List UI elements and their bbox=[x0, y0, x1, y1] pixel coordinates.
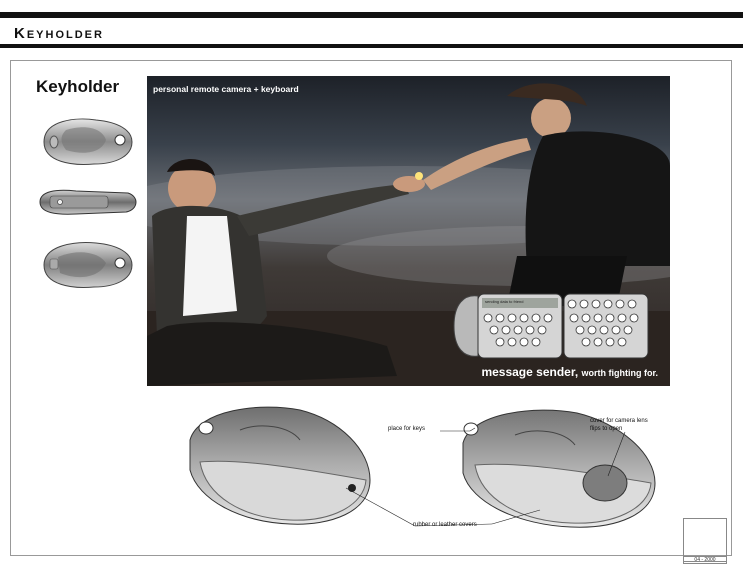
date-tag: 04 - 2000 bbox=[683, 556, 727, 564]
page-title: Keyholder bbox=[14, 25, 104, 42]
annotation-covers: rubber or leather covers bbox=[413, 522, 477, 528]
annotation-lens-2: flips to open bbox=[590, 426, 623, 432]
device-screen-text: sending data to friend bbox=[485, 299, 524, 304]
annotation-keys: place for keys bbox=[388, 426, 426, 432]
keyholder-side-view bbox=[36, 185, 138, 219]
slogan-main: message sender, bbox=[481, 365, 579, 379]
keyholder-bottom-view bbox=[36, 237, 138, 293]
annotation-lens-1: cover for camera lens bbox=[590, 418, 648, 424]
keyboard-device bbox=[452, 286, 652, 366]
hero-caption: personal remote camera + keyboard bbox=[153, 84, 299, 94]
slogan-tail: worth fighting for. bbox=[581, 368, 658, 378]
hero-image bbox=[147, 76, 670, 386]
top-bar bbox=[0, 12, 743, 18]
hero-slogan bbox=[481, 365, 658, 379]
keyholder-render-closed bbox=[180, 400, 380, 530]
panel-title: Keyholder bbox=[36, 77, 120, 96]
keyholder-top-view bbox=[36, 112, 138, 170]
header-rule bbox=[0, 44, 743, 48]
